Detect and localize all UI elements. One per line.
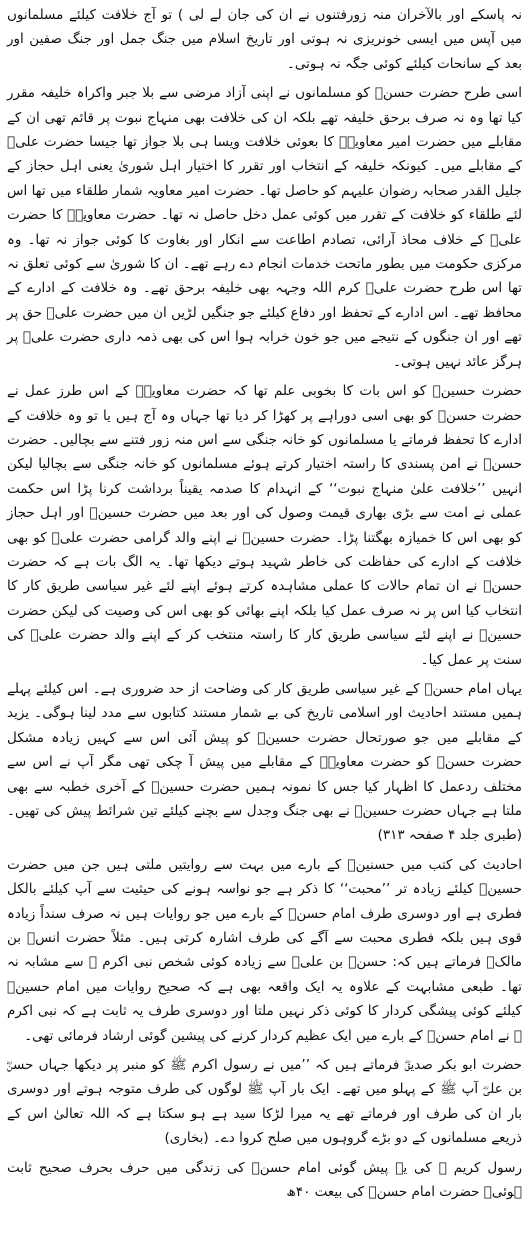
paragraph-4: یہاں امام حسنؓ کے غیر سیاسی طریق کار کی وضاحت از حد ضروری ہے۔ اس کیلئے پہلے ہمیں مستند احادیث اور اسلامی تاریخ کی بے شمار مستند کتابوں سے مدد لینا ہوگی۔ یزید کے مقابلے میں جو صورتحال حضرت حسینؓ کو پیش آئی اس سے کہیں زیادہ مشکل حضرت حسنؓ کو حضرت معاویہؓ کے مقابلے میں پیش آ چکی تھی مگر آپ نے اس سے مختلف ردعمل کا اظہار کیا جس کا نمونہ ہمیں حضرت حسینؓ کے آخری خطبہ سے بھی ملتا ہے جہاں حضرت حسینؓ نے بھی جنگ وجدل سے بچنے کیلئے تین شرائط پیش کی تھیں۔ (طبری جلد ۴ صفحہ ۳۱۳)	[7, 680, 522, 844]
paragraph-3: حضرت حسینؓ کو اس بات کا بخوبی علم تھا کہ حضرت معاویہؓ کے اس طرز عمل نے حضرت حسنؓ کو بھی اسی دوراہے پر کھڑا کر دیا تھا جہاں وہ آج ہیں یا تو وہ خلافت کے ادارے کا تحفظ فرماتے یا مسلمانوں کو خانہ جنگی سے اس منہ زور فتنے سے بچالیں۔ حضرت حسنؓ نے امن پسندی کا راستہ اختیار کرتے ہوئے مسلمانوں کو خانہ جنگی سے بچالیا لیکن انہیں ’’خلافت علیٰ منہاج نبوت‘‘ کے انہدام کا صدمہ یقیناً برداشت کرنا پڑا اس حکمت عملی نے امت سے بڑی بھاری قیمت وصول کی اور بعد میں حضرت حسینؓ اور اہل حجاز کو بھی اس کا خمیازہ بھگتنا پڑا۔ حضرت حسینؓ نے اپنے والد گرامی حضرت علیؓ کو بھی خلافت کے ادارے کی حفاظت کی خاطر شہید ہوتے دیکھا تھا۔ یہ الگ بات ہے کہ حضرت حسنؓ نے ان تمام حالات کا عملی مشاہدہ کرتے ہوئے اپنے لئے غیر سیاسی طریق کار کا انتخاب کیا اس پر نہ صرف عمل کیا بلکہ اپنے بھائی کو بھی اس کی وصیت کی لیکن حضرت حسینؓ نے اپنے لئے سیاسی طریق کار کا راستہ منتخب کر کے اپنے والد حضرت علیؓ کی سنت پر عمل کیا۔	[7, 383, 522, 668]
paragraph-7: رسول کریم ﷺ کی یہ پیش گوئی امام حسنؓ کی زندگی میں حرف بحرف صحیح ثابت ہوئی۔ حضرت امام حسنؓ کی بیعت ۴۰ھ	[7, 1159, 522, 1201]
paragraph-2: اسی طرح حضرت حسنؓ کو مسلمانوں نے اپنی آزاد مرضی سے بلا جبر واکراہ خلیفہ مقرر کیا تھا وہ نہ صرف برحق خلیفہ تھے بلکہ ان کی خلافت بھی منہاج نبوت پر قائم تھی ان کے مقابلے میں حضرت امیر معاویہؓ کا بعوئی خلافت ویسا ہی بلا جواز تھا جیسا حضرت علیؓ کے مقابلے میں۔ کیونکہ خلیفہ کے انتخاب اور تقرر کا اختیار اہل شوریٰ یعنی اہل حجاز کے جلیل القدر صحابہ رضوان علیہم کو حاصل تھا۔ حضرت امیر معاویہ شمار طلقاء میں تھا اس لئے طلقاء کو خلافت کے تقرر میں کوئی عمل دخل حاصل نہ تھا۔ حضرت معاویہؓ کا حضرت علیؓ کے خلاف محاذ آرائی، تصادم اطاعت سے انکار اور بغاوت کا کوئی جواز نہ تھا۔ وہ مرکزی حکومت میں بطور ماتحت خدمات انجام دے رہے تھے۔ ان کا شوریٰ سے کوئی تعلق نہ تھا اس طرح حضرت علیؓ کرم اللہ وجہہ بھی خلیفہ برحق تھے۔ وہ خلافت کے ادارے کے محافظ تھے۔ اس ادارے کے تحفظ اور دفاع کیلئے جو جنگیں لڑیں ان میں حضرت علیؓ حق پر تھے اور ان جنگوں کے نتیجے میں جو خون خرابہ ہوا اس کی بھی ذمہ داری حضرت علیؓ پر ہرگز عائد نہیں ہوتی۔	[7, 85, 522, 370]
paragraph-1: نہ پاسکے اور بالآخران منہ زورفتنوں نے ان کی جان لے لی ) تو آج خلافت کیلئے مسلمانوں میں آپس میں ایسی خونریزی نہ ہوتی اور تاریخ اسلام میں جنگ جمل اور جنگ صفین اور بعد کے سانحات کیلئے کوئی جگہ نہ ہوتی۔	[7, 7, 522, 72]
paragraph-5: احادیث کی کتب میں حسنینؓ کے بارے میں بہت سے روایتیں ملتی ہیں جن میں حضرت حسینؓ کیلئے زیادہ تر ’’محبت‘‘ کا ذکر ہے جو نواسہ ہونے کی حیثیت سے آپ کیلئے بالکل فطری ہے اور دوسری طرف امام حسنؓ کے بارے میں جو روایات ہیں نہ صرف سنداً زیادہ قوی ہیں بلکہ فطری محبت سے آگے کی طرف اشارہ کرتی ہیں۔ مثلاً حضرت انسؓ بن مالکؓ فرماتے ہیں کہ: حسنؓ بن علیؓ سے زیادہ کوئی شخص نبی اکرم ﷺ سے مشابہ نہ تھا۔ طبعی مشابہت کے علاوہ یہ ایک واقعہ بھی ہے کہ صحیح روایات میں امام حسینؓ کیلئے کوئی پیشگی کردار کا کوئی ذکر نہیں ملتا اور دوسری طرف یہ ثابت ہے کہ نبی اکرم ﷺ نے امام حسنؓ کے بارے میں ایک عظیم کردار کرنے کی پیشین گوئی ارشاد فرمائی تھی۔	[7, 856, 522, 1044]
paragraph-6: حضرت ابو بکر صدیقؓ فرماتے ہیں کہ ’’میں نے رسول اکرم ﷺ کو منبر پر دیکھا جہاں حسنؓ بن علیؓ آپ ﷺ کے پہلو میں تھے۔ ایک بار آپ ﷺ لوگوں کی طرف متوجہ ہوتے اور دوسری بار ان کی طرف اور فرماتے تھے یہ میرا لڑکا سید ہے ہو سکتا ہے کہ اللہ تعالیٰ اس کے ذریعے مسلمانوں کے دو بڑے گروہوں میں صلح کروا دے۔ (بخاری)	[7, 1057, 522, 1147]
